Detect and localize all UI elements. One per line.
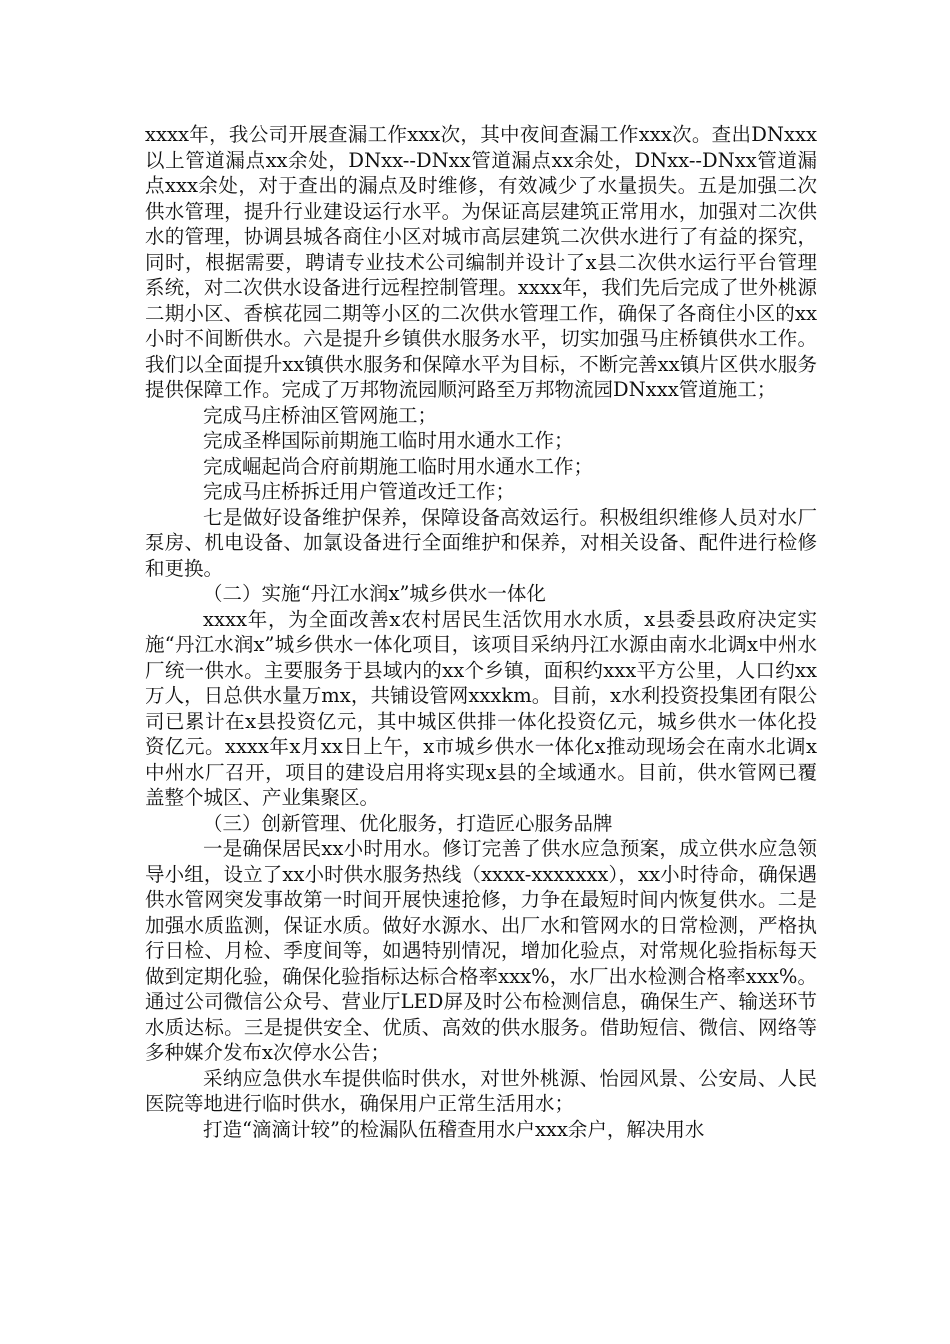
paragraph-jueqi-water: 完成崛起尚合府前期施工临时用水通水工作； xyxy=(203,454,594,478)
paragraph-service-guarantee: 一是确保居民xx小时用水。修订完善了供水应急预案，成立供水应急领导小组，设立了xx小时供水服务热线（xxxx-xxxxxxx），xx小时待命，确保遇供水管网突发事故第一时间开展快速抢修，力争在最短时间内恢复供水。二是加强水质监测，保证水质。做好水源水、出厂水和管网水的日常检测，严格执行日检、月检、季度间等，如遇特别情况，增加化验点，对常规化验指标每天做到定期化验，确保化验指标达标合格率xxx%，水厂出水检测合格率xxx%。通过公司微信公众号、营业厅LED屏及时公布检测信息，确保生产、输送环节水质达标。三是提供安全、优质、高效的供水服务。借助短信、微信、网络等多种媒介发布x次停水公告； xyxy=(145,837,817,1064)
paragraph-leak-team: 打造“滴滴计较”的检漏队伍稽查用水户xxx余户，解决用水 xyxy=(203,1117,705,1141)
section-heading-3: （三）创新管理、优化服务，打造匠心服务品牌 xyxy=(203,811,613,835)
paragraph-oilfield-network: 完成马庄桥油区管网施工； xyxy=(203,403,438,427)
paragraph-emergency-vehicle: 采纳应急供水车提供临时供水，对世外桃源、怡园风景、公安局、人民医院等地进行临时供水，确保用户正常生活用水； xyxy=(145,1066,817,1115)
paragraph-leak-detection: xxxx年，我公司开展查漏工作xxx次，其中夜间查漏工作xxx次。查出DNxxx以上管道漏点xx余处，DNxx--DNxx管道漏点xx余处，DNxx--DNxx管道漏点xxx余处，对于查出的漏点及时维修，有效减少了水量损失。五是加强二次供水管理，提升行业建设运行水平。为保证高层建筑正常用水，加强对二次供水的管理，协调县城各商住小区对城市高层建筑二次供水进行了有益的探究，同时，根据需要，聘请专业技术公司编制并设计了x县二次供水运行平台管理系统，对二次供水设备进行远程控制管理。xxxx年，我们先后完成了世外桃源二期小区、香槟花园二期等小区的二次供水管理工作，确保了各商住小区的xx小时不间断供水。六是提升乡镇供水服务水平，切实加强马庄桥镇供水工作。我们以全面提升xx镇供水服务和保障水平为目标，不断完善xx镇片区供水服务提供保障工作。完成了万邦物流园顺河路至万邦物流园DNxxx管道施工； xyxy=(145,123,817,401)
paragraph-equipment-maintenance: 七是做好设备维护保养，保障设备高效运行。积极组织维修人员对水厂泵房、机电设备、加氯设备进行全面维护和保养，对相关设备、配件进行检修和更换。 xyxy=(145,505,817,580)
paragraph-shenghua-water: 完成圣桦国际前期施工临时用水通水工作； xyxy=(203,429,574,452)
paragraph-integration-project: xxxx年，为全面改善x农村居民生活饮用水水质，x县委县政府决定实施“丹江水润x”城乡供水一体化项目，该项目采纳丹江水源由南水北调x中州水厂统一供水。主要服务于县域内的xx个乡镇，面积约xxx平方公里，人口约xx万人，日总供水量万mx，共铺设管网xxxkm。目前，x水利投资投集团有限公司已累计在x县投资亿元，其中城区供排一体化投资亿元，城乡供水一体化投资亿元。xxxx年x月xx日上午，x市城乡供水一体化x推动现场会在南水北调x中州水厂召开，项目的建设启用将实现x县的全域通水。目前，供水管网已覆盖整个城区、产业集聚区。 xyxy=(145,607,817,809)
document-page xyxy=(145,122,817,1142)
section-heading-2: （二）实施“丹江水润x”城乡供水一体化 xyxy=(203,582,546,605)
paragraph-relocation-pipes: 完成马庄桥拆迁用户管道改迁工作； xyxy=(203,480,516,503)
